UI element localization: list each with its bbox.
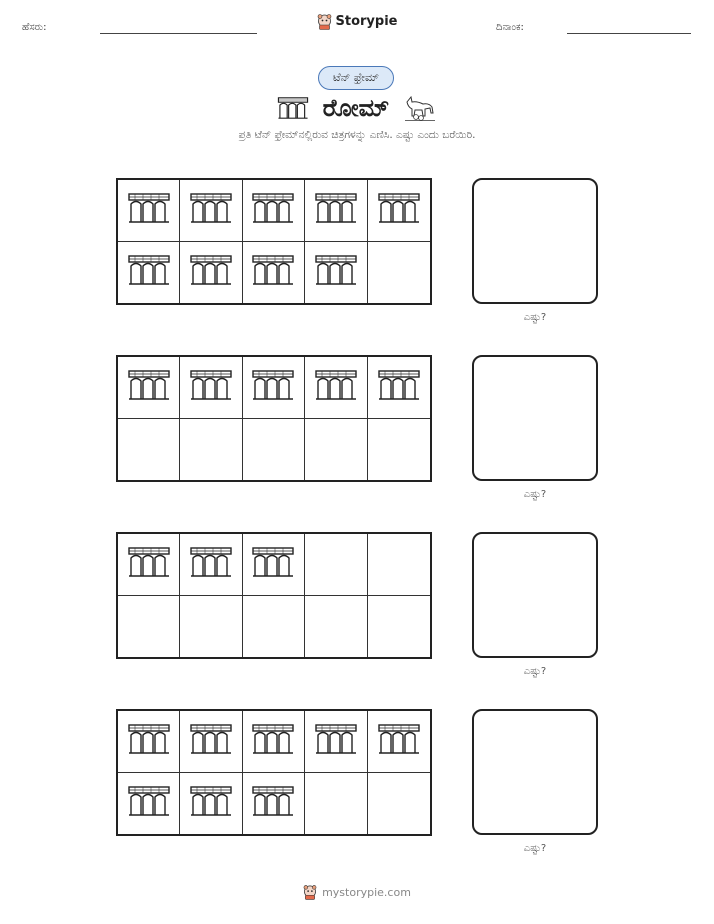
- ten-frame-cell: [118, 357, 180, 419]
- ten-frame-cell: [243, 242, 305, 304]
- aqueduct-icon: [251, 254, 295, 290]
- ten-frame-cell: [180, 596, 242, 658]
- storypie-mascot-icon: [303, 884, 317, 900]
- date-label: ದಿನಾಂಕ:: [496, 22, 524, 33]
- aqueduct-icon: [251, 723, 295, 759]
- aqueduct-icon: [314, 254, 358, 290]
- aqueduct-icon: [189, 723, 233, 759]
- she-wolf-icon: [403, 94, 437, 122]
- ten-frame-cell: [118, 773, 180, 835]
- aqueduct-icon: [189, 546, 233, 582]
- aqueduct-icon: [127, 723, 171, 759]
- aqueduct-icon: [251, 192, 295, 228]
- aqueduct-icon: [251, 546, 295, 582]
- how-many-label: ಎಷ್ಟು?: [523, 666, 547, 677]
- ten-frame-cell: [305, 419, 367, 481]
- name-line[interactable]: [100, 33, 257, 34]
- aqueduct-icon: [377, 369, 421, 405]
- ten-frame-cell: [368, 357, 430, 419]
- title-row: [0, 94, 714, 122]
- brand: [0, 13, 714, 30]
- ten-frame-cell: [118, 711, 180, 773]
- date-line[interactable]: [567, 33, 691, 34]
- ten-frame-cell: [368, 180, 430, 242]
- ten-frame-cell: [243, 534, 305, 596]
- ten-frame-cell: [368, 596, 430, 658]
- ten-frame-cell: [243, 773, 305, 835]
- ten-frame-cell: [180, 773, 242, 835]
- ten-frame-cell: [305, 357, 367, 419]
- brand-name: Storypie: [335, 14, 398, 29]
- ten-frame: [116, 709, 432, 836]
- ten-frame-cell: [118, 419, 180, 481]
- aqueduct-icon: [314, 369, 358, 405]
- ten-frame-cell: [243, 711, 305, 773]
- name-label: ಹೆಸರು:: [22, 22, 47, 33]
- ten-frame-cell: [180, 419, 242, 481]
- ten-frame-cell: [368, 534, 430, 596]
- ten-frame-cell: [368, 242, 430, 304]
- ten-frame-cell: [118, 596, 180, 658]
- ten-frame-cell: [305, 534, 367, 596]
- aqueduct-icon: [189, 369, 233, 405]
- ten-frame-cell: [180, 242, 242, 304]
- ten-frame: [116, 355, 432, 482]
- aqueduct-icon: [314, 192, 358, 228]
- ten-frame: [116, 532, 432, 659]
- aqueduct-icon: [127, 192, 171, 228]
- ten-frame-cell: [368, 419, 430, 481]
- instruction-text: ಪ್ರತಿ ಟೆನ್ ಫ್ರೇಮ್‌ನಲ್ಲಿರುವ ಚಿತ್ರಗಳನ್ನು ಎಣಿಸಿ. ಎಷ್ಟು ಎಂದು ಬರೆಯಿರಿ.: [238, 129, 476, 141]
- ten-frame-cell: [305, 180, 367, 242]
- answer-box[interactable]: [472, 709, 598, 835]
- ten-frame-cell: [180, 357, 242, 419]
- ten-frame-cell: [180, 534, 242, 596]
- aqueduct-icon: [127, 546, 171, 582]
- ten-frame-cell: [118, 534, 180, 596]
- category-pill: ಟೆನ್ ಫ್ರೇಮ್: [318, 66, 394, 90]
- ten-frame-cell: [180, 711, 242, 773]
- ten-frame-cell: [243, 357, 305, 419]
- aqueduct-icon: [127, 369, 171, 405]
- how-many-label: ಎಷ್ಟು?: [523, 312, 547, 323]
- answer-box[interactable]: [472, 355, 598, 481]
- aqueduct-icon: [127, 254, 171, 290]
- ten-frame-cell: [368, 711, 430, 773]
- ten-frame-cell: [243, 596, 305, 658]
- ten-frame-cell: [305, 596, 367, 658]
- aqueduct-icon: [127, 785, 171, 821]
- aqueduct-icon: [377, 723, 421, 759]
- answer-box[interactable]: [472, 178, 598, 304]
- answer-box[interactable]: [472, 532, 598, 658]
- aqueduct-icon: [377, 192, 421, 228]
- aqueduct-icon: [314, 723, 358, 759]
- storypie-mascot-icon: [317, 13, 332, 30]
- aqueduct-icon: [189, 785, 233, 821]
- aqueduct-icon: [251, 785, 295, 821]
- footer-url[interactable]: mystorypie.com: [322, 885, 411, 899]
- aqueduct-icon: [251, 369, 295, 405]
- aqueduct-icon: [189, 192, 233, 228]
- ten-frame-cell: [243, 419, 305, 481]
- ten-frame-cell: [305, 773, 367, 835]
- how-many-label: ಎಷ್ಟು?: [523, 843, 547, 854]
- footer: [0, 884, 714, 900]
- aqueduct-icon: [189, 254, 233, 290]
- ten-frame: [116, 178, 432, 305]
- ten-frame-cell: [305, 242, 367, 304]
- ten-frame-cell: [368, 773, 430, 835]
- ten-frame-cell: [118, 180, 180, 242]
- ten-frame-cell: [243, 180, 305, 242]
- how-many-label: ಎಷ್ಟು?: [523, 489, 547, 500]
- page-title: ರೋಮ್: [322, 94, 390, 122]
- aqueduct-icon: [277, 96, 309, 120]
- ten-frame-cell: [180, 180, 242, 242]
- ten-frame-cell: [305, 711, 367, 773]
- ten-frame-cell: [118, 242, 180, 304]
